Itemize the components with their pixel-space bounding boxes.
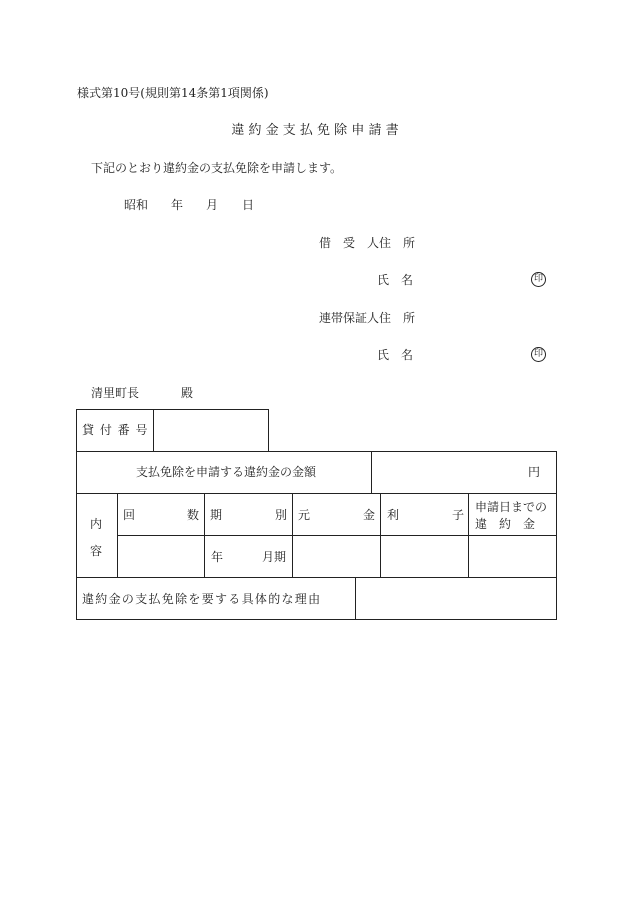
guarantor-name-label: 氏 名: [377, 348, 414, 362]
date-year: 年: [171, 198, 184, 212]
intro-text: 下記のとおり違約金の支払免除を申請します。: [91, 161, 343, 175]
col-interest-left: 利: [387, 508, 400, 522]
details-label-bottom: 容: [90, 544, 103, 558]
col-count-right: 数: [187, 508, 200, 522]
details-label-top: 内: [90, 517, 103, 531]
col-count-left: 回: [123, 508, 136, 522]
reason-label: 違約金の支払免除を要する具体的な理由: [82, 592, 322, 606]
reason-field[interactable]: [357, 580, 555, 618]
loan-number-field[interactable]: [154, 430, 268, 450]
date-day: 日: [242, 198, 255, 212]
borrower-address-label: 借 受 人住 所: [319, 236, 416, 250]
col-interest-right: 子: [452, 508, 465, 522]
amount-unit: 円: [528, 465, 541, 479]
col-principal-left: 元: [298, 508, 311, 522]
addressee-title: 清里町長: [91, 386, 140, 400]
guarantor-seal-icon: 印: [531, 347, 546, 362]
col-period-left: 期: [210, 508, 223, 522]
col-penalty-line1: 申請日までの: [475, 500, 548, 514]
col-penalty-line2: 違 約 金: [475, 517, 536, 531]
date-month: 月: [206, 198, 219, 212]
form-title: 違 約 金 支 払 免 除 申 請 書: [231, 123, 399, 138]
period-year: 年: [211, 550, 224, 564]
period-month: 月期: [262, 550, 287, 564]
col-principal-right: 金: [363, 508, 376, 522]
guarantor-address-label: 連帯保証人住 所: [319, 311, 416, 325]
loan-number-label: 貸 付 番 号: [82, 423, 149, 437]
borrower-seal-icon: 印: [531, 272, 546, 287]
col-period-right: 別: [275, 508, 288, 522]
amount-label: 支払免除を申請する違約金の金額: [136, 465, 317, 479]
date-era: 昭和: [124, 198, 149, 212]
addressee-honorific: 殿: [181, 386, 194, 400]
borrower-name-label: 氏 名: [377, 273, 414, 287]
form-number: 様式第10号(規則第14条第1項関係): [77, 86, 269, 100]
